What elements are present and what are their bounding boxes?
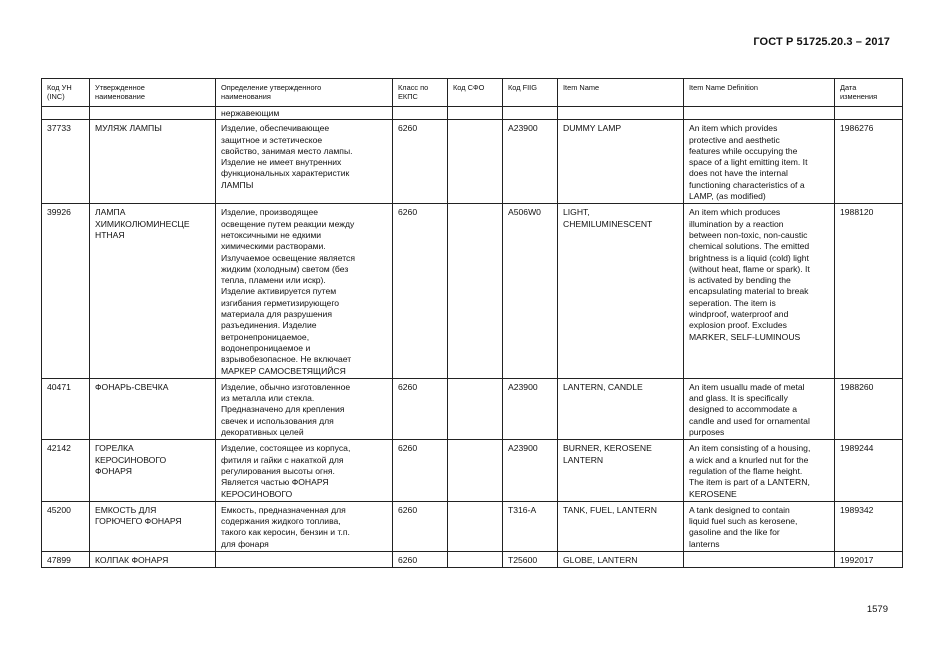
column-header-inc: Код УН (INC) [42, 79, 90, 107]
definition-ru-cell: Емкость, предназначенная для содержания жидкого топлива, такого как керосин, бензин и т.п. для фонаря [216, 501, 393, 551]
table-row [42, 204, 903, 378]
item-name-cell: GLOBE, LANTERN [558, 551, 684, 567]
item-name-cell: TANK, FUEL, LANTERN [558, 501, 684, 551]
page-number: 1579 [866, 604, 888, 615]
nomenclature-table [41, 78, 903, 568]
inc-cell: 47899 [42, 551, 90, 567]
fiig-code-cell: T316-A [503, 501, 558, 551]
item-definition-cell: An item usuallu made of metal and glass. It is specifically designed to accommodate a candle and used for ornamental purposes [684, 378, 835, 439]
inc-cell: 40471 [42, 378, 90, 439]
sfo-code-cell [448, 378, 503, 439]
inc-cell: 37733 [42, 120, 90, 204]
approved-name-cell: ЛАМПА ХИМИКОЛЮМИНЕСЦЕ НТНАЯ [90, 204, 216, 378]
continuation-text: нержавеющим [216, 107, 393, 120]
ekps-class-cell: 6260 [393, 378, 448, 439]
sfo-code-cell [448, 120, 503, 204]
ekps-class-cell: 6260 [393, 501, 448, 551]
inc-cell: 42142 [42, 440, 90, 501]
sfo-code-cell [448, 551, 503, 567]
item-definition-cell: An item which provides protective and aesthetic features while occupying the space of a light emitting item. It does not have the internal functioning characteristics of a LAMP, (as modified) [684, 120, 835, 204]
table-row [42, 440, 903, 501]
inc-cell: 39926 [42, 204, 90, 378]
sfo-code-cell [448, 440, 503, 501]
item-name-cell: LIGHT, CHEMILUMINESCENT [558, 204, 684, 378]
column-header-item-name: Item Name [558, 79, 684, 107]
definition-ru-cell: Изделие, производящее освещение путем реакции между нетоксичными не едкими химическими растворами. Излучаемое освещение является жидким (холодным) светом (без тепла, пламени или искр). Изделие активируется путем изгибания герметизирующего материала для разрушения разъединения. Изделие ветронепроницаемое, водонепроницаемое и взрывобезопасное. Не включает МАРКЕР САМОСВЕТЯЩИЙСЯ [216, 204, 393, 378]
fiig-code-cell: A23900 [503, 378, 558, 439]
sfo-code-cell [448, 204, 503, 378]
column-header-ekps-class: Класс по ЕКПС [393, 79, 448, 107]
column-header-approved-name: Утвержденное наименование [90, 79, 216, 107]
column-header-fiig-code: Код FIIG [503, 79, 558, 107]
approved-name-cell: ЕМКОСТЬ ДЛЯ ГОРЮЧЕГО ФОНАРЯ [90, 501, 216, 551]
inc-cell: 45200 [42, 501, 90, 551]
standard-designation: ГОСТ Р 51725.20.3 – 2017 [753, 36, 890, 48]
table-header-row [42, 79, 903, 107]
column-header-item-name-definition: Item Name Definition [684, 79, 835, 107]
ekps-class-cell: 6260 [393, 440, 448, 501]
item-name-cell: BURNER, KEROSENE LANTERN [558, 440, 684, 501]
item-name-cell: LANTERN, CANDLE [558, 378, 684, 439]
fiig-code-cell: A506W0 [503, 204, 558, 378]
sfo-code-cell [448, 501, 503, 551]
change-date-cell: 1989244 [835, 440, 903, 501]
item-name-cell: DUMMY LAMP [558, 120, 684, 204]
change-date-cell: 1989342 [835, 501, 903, 551]
ekps-class-cell: 6260 [393, 120, 448, 204]
change-date-cell: 1986276 [835, 120, 903, 204]
change-date-cell: 1988120 [835, 204, 903, 378]
column-header-sfo-code: Код СФО [448, 79, 503, 107]
change-date-cell: 1988260 [835, 378, 903, 439]
item-definition-cell: An item which produces illumination by a reaction between non-toxic, non-caustic chemical solutions. The emitted brightness is a liquid (cold) light (without heat, flame or spark). It is activated by bending the encapsulating material to break seperation. The item is windproof, waterproof and explosion proof. Excludes MARKER, SELF-LUMINOUS [684, 204, 835, 378]
table-row [42, 378, 903, 439]
table-row [42, 551, 903, 567]
approved-name-cell: ГОРЕЛКА КЕРОСИНОВОГО ФОНАРЯ [90, 440, 216, 501]
item-definition-cell [684, 551, 835, 567]
table-row [42, 120, 903, 204]
definition-ru-cell: Изделие, обеспечивающее защитное и эстетическое свойство, занимая место лампы. Изделие не имеет внутренних функциональных характеристик ЛАМПЫ [216, 120, 393, 204]
ekps-class-cell: 6260 [393, 204, 448, 378]
change-date-cell: 1992017 [835, 551, 903, 567]
fiig-code-cell: T25600 [503, 551, 558, 567]
definition-ru-cell [216, 551, 393, 567]
column-header-change-date: Дата изменения [835, 79, 903, 107]
definition-ru-cell: Изделие, состоящее из корпуса, фитиля и гайки с накаткой для регулирования высоты огня. Является частью ФОНАРЯ КЕРОСИНОВОГО [216, 440, 393, 501]
approved-name-cell: МУЛЯЖ ЛАМПЫ [90, 120, 216, 204]
item-definition-cell: A tank designed to contain liquid fuel such as kerosene, gasoline and the like for lanterns [684, 501, 835, 551]
definition-ru-cell: Изделие, обычно изготовленное из металла или стекла. Предназначено для крепления свечек и использования для декоративных целей [216, 378, 393, 439]
table-row [42, 501, 903, 551]
fiig-code-cell: A23900 [503, 440, 558, 501]
column-header-definition: Определение утвержденного наименования [216, 79, 393, 107]
approved-name-cell: ФОНАРЬ-СВЕЧКА [90, 378, 216, 439]
ekps-class-cell: 6260 [393, 551, 448, 567]
continuation-row [42, 107, 903, 120]
fiig-code-cell: A23900 [503, 120, 558, 204]
item-definition-cell: An item consisting of a housing, a wick and a knurled nut for the regulation of the flame height. The item is part of a LANTERN, KEROSENE [684, 440, 835, 501]
approved-name-cell: КОЛПАК ФОНАРЯ [90, 551, 216, 567]
